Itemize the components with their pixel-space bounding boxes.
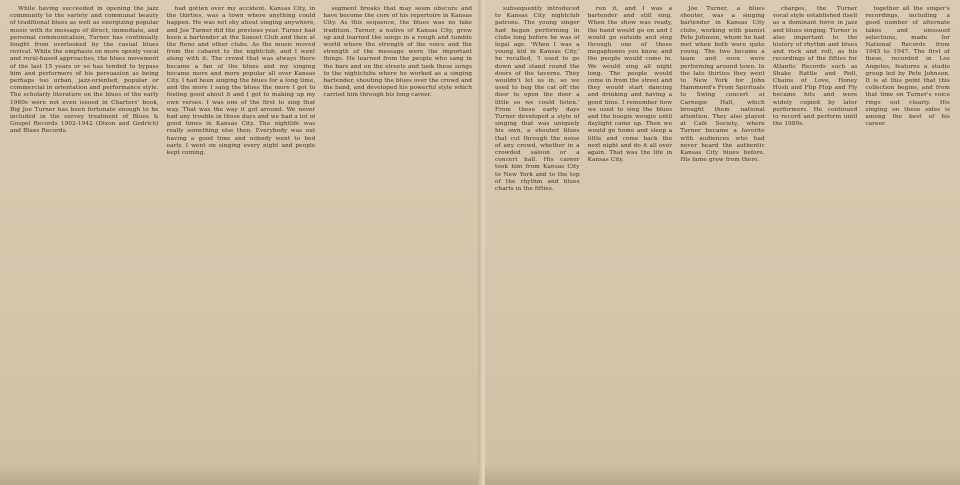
right-column-4-text: charges, the Turner vocal style established itself as a dominant force in jazz and blues singing. Turner is also important to the history of rhythm and blues and rock and roll, as his recordings of the fifties for Atlantic Records such as Shake Rattle and Roll, Chains of Love, Honey Hush and Flip Flop and Fly became hits and were widely copied by later performers. He continued to record and perform until the 1980s. <box>772 6 858 128</box>
left-column-2-text: had gotten over my accident. Kansas City, in the thirties, was a town where anything could happen. He was not shy about singing anywhere, and Joe Turner did the previous year. Turner had been a bartender at the Sunset Club and then at the Reno and other clubs. As the music moved from the cabaret to the nightclub, and I went along with it. The crowd that was always there became a fan of the blues and my singing became more and more popular all over Kansas City. I had been singing the blues for a long time, and the more I sang the blues the more I got to feeling good about it and I got to making up my own verses. I was one of the first to sing that way. That was the way it got around. We never had any trouble in those days and we had a lot of good times in Kansas City. The nightlife was really something else then. Everybody was out having a good time and nobody went to bed early. I went on singing every night and people kept coming. <box>166 6 316 157</box>
right-column-4 <box>773 6 858 479</box>
right-column-2 <box>588 6 673 479</box>
right-column-5-text: together all the singer's recordings, including a good number of alternate takes and unissued selections, made for National Records from 1945 to 1947. The first of these, recorded in Los Angeles, features a studio group led by Pete Johnson. It is at this point that this collection begins, and from that time on Turner's voice rings out clearly. His singing on these sides is among the best of his career. <box>865 6 950 128</box>
right-column-3 <box>680 6 765 479</box>
right-columns <box>495 6 950 479</box>
right-column-1 <box>495 6 580 479</box>
left-columns <box>10 6 472 479</box>
left-column-1-text: While having succeeded in opening the jazz community to the variety and communal beauty of traditional blues as well as energizing popular music with its message of direct, immediate, and personal communication, Turner has continually fought from overlooked by the casual blues revival. While the emphasis on more openly vocal and rural-based approaches, the blues movement of the last 15 years or so has tended to bypass him and performers of his persuasion as being perhaps too urban, jazz-oriented, popular or commercial in orientation and performance style. The scholarly literature on the blues of the early 1960s were not even issued in Charters' book, Big Joe Turner has been fortunate enough to be included in the survey treatment of Blues & Gospel Records 1902-1942 (Dixon and Godrich) and Blues Records. <box>10 6 159 135</box>
left-column-3-text: segment breaks that may seem obscure and have become the core of his repertoire in Kansas City. As this sequence, the blues was no fake tradition. Turner, a native of Kansas City, grew up and learned the songs in a rough and tumble world where the strength of the voice and the strength of the message were the important things. He learned from the people who sang in the bars and on the streets and took these songs to the nightclubs where he worked as a singing bartender, shouting the blues over the crowd and the band, and developed his powerful style which carried him through his long career. <box>323 6 473 99</box>
left-column-3 <box>323 6 472 479</box>
right-column-5 <box>865 6 950 479</box>
right-column-3-text: Joe Turner, a blues shouter, was a singing bartender in Kansas City clubs, working with pianist Pete Johnson, whom he had met when both were quite young. The two became a team and soon were performing around town. In the late thirties they went to New York for John Hammond's From Spirituals to Swing concert at Carnegie Hall, which brought them national attention. They also played at Cafe Society, where Turner became a favorite with audiences who had never heard the authentic Kansas City blues before. His fame grew from there. <box>680 6 765 164</box>
right-liner-page <box>485 0 960 485</box>
right-page-shadow <box>485 463 960 485</box>
left-column-2 <box>167 6 316 479</box>
right-column-1-text: subsequently introduced to Kansas City nightclub patrons. The young singer had begun performing in clubs long before he was of legal age. 'When I was a young kid in Kansas City,' he recalled, 'I used to go down and stand round the doors of the taverns. They wouldn't let us in, so we used to beg the cat off the door to open the door a little so we could listen.' From these early days Turner developed a style of singing that was uniquely his own, a shouted blues that cut through the noise of any crowd, whether in a crowded saloon or a concert hall. His career took him from Kansas City to New York and to the top of the rhythm and blues charts in the fifties. <box>495 6 580 193</box>
left-column-1 <box>10 6 159 479</box>
left-page-shadow <box>0 463 482 485</box>
right-column-2-text: run it, and I was a bartender and still sing. When the show was ready, the band would go on and I would go outside and sing through one of those megaphones you know, and the people would come in. We would sing all night long. The people would come in from the street and they would start dancing and drinking and having a good time. I remember how we used to sing the blues and the boogie woogie until daylight came up. Then we would go home and sleep a little and come back the next night and do it all over again. That was the life in Kansas City. <box>587 6 673 164</box>
